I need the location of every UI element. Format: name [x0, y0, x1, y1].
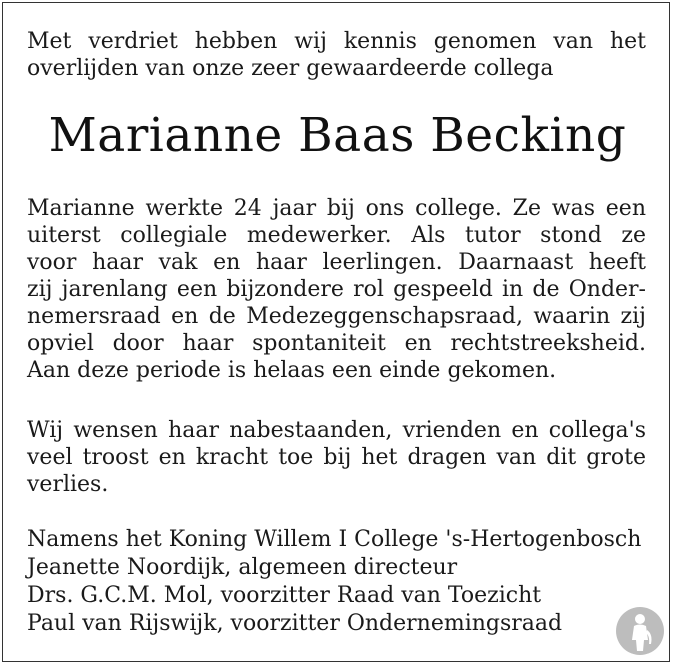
- signatory-line: Jeanette Noordijk, algemeen directeur: [27, 555, 458, 580]
- paragraph1-line: nemersraad en de Medezeggenschapsraad, waarin zij: [27, 304, 646, 329]
- signatory-line: Drs. G.C.M. Mol, voorzitter Raad van Toezicht: [27, 583, 542, 608]
- deceased-name: Marianne Baas Becking: [48, 108, 627, 163]
- paragraph1-line: Marianne werkte 24 jaar bij ons college. Ze was een: [27, 196, 646, 221]
- paragraph2-line: veel troost en kracht toe bij het dragen van dit grote: [27, 445, 646, 470]
- paragraph1-line: Aan deze periode is helaas een einde gekomen.: [27, 358, 557, 383]
- paragraph1-line: opviel door haar spontaniteit en rechtstreeksheid.: [27, 331, 646, 356]
- paragraph1-line: uiterst collegiale medewerker. Als tutor stond ze: [27, 223, 646, 248]
- paragraph2-line: verlies.: [27, 472, 109, 497]
- paragraph1-line: voor haar vak en haar leerlingen. Daarnaast heeft: [27, 250, 646, 275]
- intro-line-2: overlijden van onze zeer gewaardeerde collega: [27, 56, 554, 81]
- paragraph2-line: Wij wensen haar nabestaanden, vrienden en collega's: [27, 418, 646, 443]
- signatory-line: Namens het Koning Willem I College 's-Hertogenbosch: [27, 527, 642, 552]
- person-silhouette-icon: [615, 606, 665, 656]
- paragraph1-line: zij jarenlang een bijzondere rol gespeeld in de Onder-: [27, 277, 646, 302]
- intro-line-1: Met verdriet hebben wij kennis genomen van het: [27, 29, 646, 54]
- signatory-line: Paul van Rijswijk, voorzitter Ondernemingsraad: [27, 611, 563, 636]
